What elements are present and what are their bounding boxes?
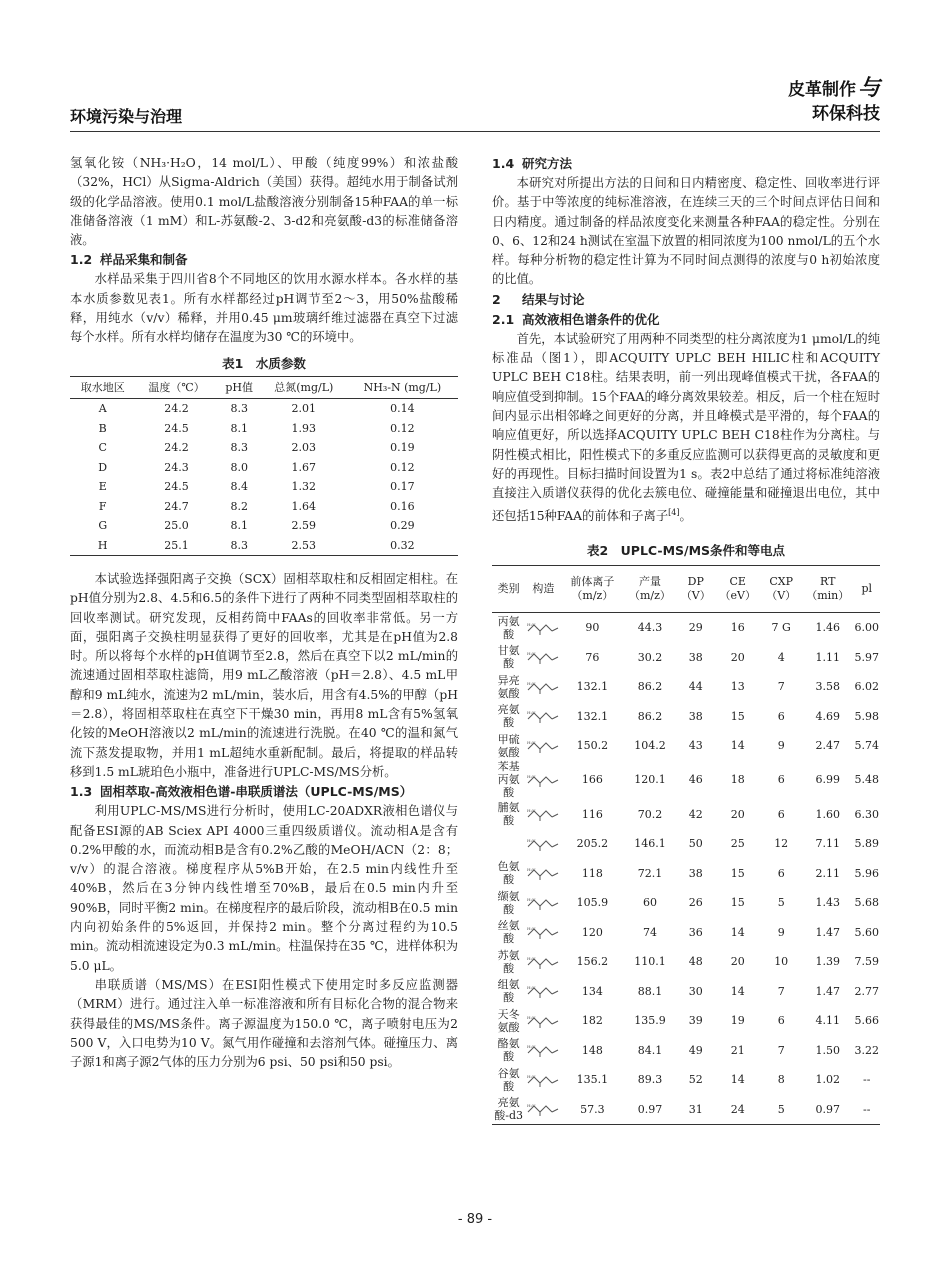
table-cell-pi: 5.68 xyxy=(854,896,879,910)
table-cell-rt: 0.97 xyxy=(815,1102,840,1116)
table-cell-pi: 5.98 xyxy=(854,709,879,723)
table-cell-dp: 36 xyxy=(688,925,703,939)
table-cell-ce: 21 xyxy=(730,1043,745,1057)
table-cell-cxp: 7 xyxy=(777,1043,785,1057)
compound-name: 谷氨酸 xyxy=(497,1066,520,1093)
table-cell-product: 86.2 xyxy=(637,709,663,723)
svg-text:H₂N: H₂N xyxy=(527,680,536,686)
table-row xyxy=(492,672,880,702)
table-cell-rt: 7.11 xyxy=(815,837,840,851)
table-cell-dp: 50 xyxy=(688,837,703,851)
paragraph-spe: 本试验选择强阳离子交换（SCX）固相萃取柱和反相固定相柱。在pH值分别为2.8、4.5和6.5的条件下进行了两种不同类型固相萃取柱的回收率测试。研究发现，反相药筒中FAAs的回收率非常低。另一方面，强阳离子交换柱明显获得了更好的回收率，尤其是在pH值为2.8时。所以将每个水样的pH值调节至2.8，然后在真空下以2 mL/min的流速通过固相萃取柱滤筒，用9 mL乙酸溶液（pH＝2.8）、4.5 mL甲醇和9 mL纯水，流速为2 mL/min，装水后，用含有4.5%的甲醇（pH＝2.8），将固相萃取柱在真空下干燥30 min，再用8 mL含有5%氢氧化铵的MeOH溶液以2 mL/min的流速进行洗脱。在40 ℃的温和氮气流下蒸发提取物，并用1 mL超纯水重新配制。最后，将提取的样品转移到1.5 mL琥珀色小瓶中，准备进行UPLC-MS/MS分析。 xyxy=(70,571,458,779)
table1-header-cell: pH值 xyxy=(218,376,261,398)
molecule-structure-icon xyxy=(526,895,560,911)
table-cell: G xyxy=(98,519,108,533)
table-cell: 24.2 xyxy=(164,441,189,455)
table-cell: 8.2 xyxy=(230,499,248,513)
table-cell-rt: 1.02 xyxy=(815,1073,840,1087)
table-cell: 8.1 xyxy=(230,519,248,533)
table-cell-product: 120.1 xyxy=(634,773,666,787)
table-cell: B xyxy=(98,421,107,435)
structure-cell xyxy=(525,888,561,918)
table-cell-product: 88.1 xyxy=(637,984,663,998)
table-cell-product: 89.3 xyxy=(637,1073,663,1087)
structure-cell xyxy=(525,799,561,829)
table-cell-rt: 3.58 xyxy=(815,680,840,694)
table-cell: 0.29 xyxy=(390,519,415,533)
section-heading-2: 2 结果与讨论 xyxy=(492,291,585,307)
table-cell: 8.1 xyxy=(230,421,248,435)
table-cell-rt: 1.60 xyxy=(815,807,840,821)
table-cell-dp: 31 xyxy=(688,1102,703,1116)
table-cell-precursor: 156.2 xyxy=(576,955,609,969)
table-row xyxy=(492,1035,880,1065)
table-cell-ce: 15 xyxy=(730,896,745,910)
table1-header-cell: 温度（℃） xyxy=(135,376,217,398)
table-cell-dp: 38 xyxy=(688,650,703,664)
table-cell: 24.7 xyxy=(164,499,189,513)
table-row xyxy=(492,731,880,761)
molecule-structure-icon xyxy=(526,772,560,788)
molecule-structure-icon xyxy=(526,649,560,665)
table-cell-cxp: 12 xyxy=(774,837,789,851)
water-quality-table xyxy=(70,376,458,556)
svg-text:H₂N: H₂N xyxy=(527,1014,536,1020)
structure-cell xyxy=(525,672,561,702)
table2-header-cell: 类别 xyxy=(492,565,525,612)
svg-text:H₂N: H₂N xyxy=(527,1044,536,1050)
table-cell-cxp: 7 G xyxy=(771,621,791,635)
table-cell-ce: 19 xyxy=(730,1014,745,1028)
table-cell-product: 0.97 xyxy=(637,1102,663,1116)
table-cell: 1.32 xyxy=(291,480,317,494)
compound-name: 酪氨酸 xyxy=(497,1037,520,1064)
compound-name: 组氨酸 xyxy=(497,978,520,1005)
table-cell-ce: 14 xyxy=(730,984,745,998)
table-cell-dp: 39 xyxy=(688,1014,703,1028)
structure-cell xyxy=(525,642,561,672)
table-cell-cxp: 5 xyxy=(777,896,785,910)
table-cell-ce: 24 xyxy=(730,1102,745,1116)
table-cell-ce: 20 xyxy=(730,807,745,821)
section-heading-1-2: 1.2 样品采集和制备 xyxy=(70,252,188,268)
table-cell-product: 70.2 xyxy=(637,807,663,821)
svg-text:H₂N: H₂N xyxy=(527,651,536,657)
table-cell-product: 60 xyxy=(642,896,657,910)
table-row xyxy=(492,976,880,1006)
molecule-structure-icon xyxy=(526,738,560,754)
structure-cell xyxy=(525,731,561,761)
table-cell: 2.01 xyxy=(291,402,317,416)
svg-text:H₂N: H₂N xyxy=(527,837,536,843)
table-cell-precursor: 132.1 xyxy=(576,709,609,723)
table-cell: 8.0 xyxy=(230,460,248,474)
table-cell-precursor: 118 xyxy=(581,866,603,880)
table-cell: 0.32 xyxy=(390,538,415,552)
table-cell-pi: 2.77 xyxy=(854,984,879,998)
table-row xyxy=(70,418,458,438)
table-cell-pi: 7.59 xyxy=(854,955,879,969)
table-row xyxy=(492,858,880,888)
structure-cell xyxy=(525,612,561,642)
table-cell-rt: 1.47 xyxy=(815,984,840,998)
molecule-structure-icon xyxy=(526,806,560,822)
table-cell-product: 110.1 xyxy=(634,955,666,969)
citation-ref: [4] xyxy=(668,508,680,518)
paragraph-msms: 串联质谱（MS/MS）在ESI阳性模式下使用定时多反应监测器（MRM）进行。通过注入单一标准溶液和所有目标化合物的混合物来获得最佳的MS/MS条件。离子源温度为150.0 ℃，离子喷射电压为2 500 V，入口电势为10 V。氮气用作碰撞和去溶剂气体。碰撞压力、离子源1和离子源2气体的压力分别为6 psi、50 psi和50 psi。 xyxy=(70,977,458,1070)
table-cell: 8.3 xyxy=(230,402,248,416)
table-cell-ce: 13 xyxy=(730,680,745,694)
table2-caption: 表2 UPLC-MS/MS条件和等电点 xyxy=(586,542,786,558)
molecule-structure-icon xyxy=(526,1072,560,1088)
table-cell-precursor: 148 xyxy=(581,1043,603,1057)
svg-text:H₂N: H₂N xyxy=(527,955,536,961)
molecule-structure-icon xyxy=(526,865,560,881)
table-cell-dp: 29 xyxy=(688,621,703,635)
table-cell: 0.14 xyxy=(390,402,415,416)
table-cell-rt: 2.11 xyxy=(815,866,840,880)
table-cell-pi: 6.00 xyxy=(854,621,879,635)
table-cell-rt: 1.11 xyxy=(815,650,840,664)
table-cell-precursor: 166 xyxy=(581,773,603,787)
compound-name: 甘氨酸 xyxy=(497,644,520,671)
svg-text:H₂N: H₂N xyxy=(527,739,536,745)
table2-header-cell: CE（eV） xyxy=(715,565,760,612)
compound-name: 丝氨酸 xyxy=(497,919,520,946)
table-cell-cxp: 6 xyxy=(777,866,785,880)
uplc-conditions-table xyxy=(492,565,880,1125)
table-row xyxy=(492,1094,880,1124)
table1-header-cell: 总氮(mg/L) xyxy=(261,376,347,398)
svg-text:H₂N: H₂N xyxy=(527,621,536,627)
table-cell: 1.64 xyxy=(291,499,317,513)
structure-cell xyxy=(525,947,561,977)
table-row xyxy=(492,829,880,859)
table-cell-rt: 1.50 xyxy=(815,1043,840,1057)
table-cell-cxp: 4 xyxy=(777,650,785,664)
molecule-structure-icon xyxy=(526,620,560,636)
compound-name: 丙氨酸 xyxy=(497,614,520,641)
table-cell-dp: 26 xyxy=(688,896,703,910)
table2-header-cell: DP（V） xyxy=(676,565,715,612)
table-cell: 2.03 xyxy=(291,441,317,455)
table-cell: 24.5 xyxy=(164,421,189,435)
svg-text:H₂N: H₂N xyxy=(527,773,536,779)
table-cell-cxp: 7 xyxy=(777,984,785,998)
table-cell-ce: 15 xyxy=(730,709,745,723)
table-row xyxy=(70,535,458,555)
left-column xyxy=(70,154,458,1072)
compound-name: 脯氨酸 xyxy=(497,801,520,828)
table-cell-cxp: 6 xyxy=(777,807,785,821)
table-cell-pi: 5.74 xyxy=(854,739,879,753)
table2-header-cell: CXP（V） xyxy=(760,565,802,612)
table-cell-ce: 20 xyxy=(730,955,745,969)
table-cell-rt: 2.47 xyxy=(815,739,840,753)
table-row xyxy=(70,496,458,516)
molecule-structure-icon xyxy=(526,924,560,940)
svg-text:H₂N: H₂N xyxy=(527,896,536,902)
table-cell-precursor: 134 xyxy=(581,984,603,998)
structure-cell xyxy=(525,1094,561,1124)
table-cell-precursor: 90 xyxy=(585,621,600,635)
table-cell-precursor: 120 xyxy=(581,925,603,939)
structure-cell xyxy=(525,701,561,731)
table1-header-cell: NH₃-N (mg/L) xyxy=(347,376,458,398)
table-row xyxy=(70,516,458,536)
svg-text:H₂N: H₂N xyxy=(527,867,536,873)
table2-header-cell: 前体离子（m/z） xyxy=(561,565,623,612)
table-cell-pi: 5.60 xyxy=(854,925,879,939)
table-cell: 24.3 xyxy=(164,460,189,474)
table-cell-product: 84.1 xyxy=(637,1043,663,1057)
table-row xyxy=(70,438,458,458)
table-cell-pi: -- xyxy=(863,1073,871,1087)
table-cell-ce: 16 xyxy=(730,621,745,635)
table-cell: H xyxy=(97,538,108,552)
journal-section-title: 环境污染与治理 xyxy=(70,107,183,126)
table-row xyxy=(492,1006,880,1036)
molecule-structure-icon xyxy=(526,1013,560,1029)
table-cell-cxp: 9 xyxy=(777,925,785,939)
table-cell-dp: 42 xyxy=(688,807,703,821)
table-cell-precursor: 205.2 xyxy=(576,837,609,851)
compound-name: 缬氨酸 xyxy=(497,889,520,916)
table-cell-dp: 48 xyxy=(688,955,703,969)
table-cell-pi: 5.66 xyxy=(854,1014,879,1028)
table-cell-pi: 6.02 xyxy=(854,680,879,694)
compound-name: 亮氨酸 xyxy=(497,703,520,730)
table-cell: 0.17 xyxy=(390,480,415,494)
table-cell-product: 146.1 xyxy=(634,837,666,851)
svg-text:H₂N: H₂N xyxy=(527,926,536,932)
structure-cell xyxy=(525,858,561,888)
table-cell-rt: 4.69 xyxy=(815,709,840,723)
structure-cell xyxy=(525,976,561,1006)
table-cell-dp: 49 xyxy=(688,1043,703,1057)
table-cell-precursor: 76 xyxy=(585,650,600,664)
table-cell: 2.53 xyxy=(291,538,317,552)
table-cell-cxp: 10 xyxy=(774,955,789,969)
table-cell-product: 86.2 xyxy=(637,680,663,694)
table-cell: 25.1 xyxy=(164,538,189,552)
table-cell: 1.67 xyxy=(291,460,317,474)
table-cell-product: 135.9 xyxy=(634,1014,666,1028)
table-cell-ce: 14 xyxy=(730,1073,745,1087)
table-cell-product: 44.3 xyxy=(637,621,663,635)
right-column xyxy=(492,154,880,1125)
paragraph-method: 本研究对所提出方法的日间和日内精密度、稳定性、回收率进行评价。基于中等浓度的纯标准溶液，在连续三天的三个时间点评估日间和日内精度。通过制备的样品浓度变化来测量各种FAA的稳定性。分别在0、6、12和24 h测试在室温下放置的相同浓度为100 nmol/L的五个水样。每种分析物的稳定性计算为不同时间点测得的浓度与0 h初始浓度的比值。 xyxy=(492,176,880,287)
table-cell: 8.4 xyxy=(230,480,248,494)
header-rule xyxy=(70,131,880,132)
table2-header-cell: RT（min） xyxy=(802,565,853,612)
table-cell: D xyxy=(98,460,108,474)
table-cell-ce: 25 xyxy=(730,837,745,851)
journal-brand-logo xyxy=(788,76,880,126)
table-row xyxy=(492,612,880,642)
section-heading-1-4: 1.4 研究方法 xyxy=(492,156,573,171)
table-cell: 0.12 xyxy=(390,421,415,435)
molecule-structure-icon xyxy=(526,983,560,999)
table-row xyxy=(492,701,880,731)
table-cell-pi: 3.22 xyxy=(854,1043,879,1057)
compound-name: 异亮氨酸 xyxy=(497,673,520,700)
svg-text:H₂N: H₂N xyxy=(527,808,536,814)
table-row xyxy=(70,457,458,477)
table-cell: 8.3 xyxy=(230,441,248,455)
table-row xyxy=(70,398,458,418)
table-cell: 2.59 xyxy=(291,519,317,533)
molecule-structure-icon xyxy=(526,679,560,695)
brand-line-1: 皮革制作 xyxy=(787,80,856,100)
table-cell-product: 72.1 xyxy=(637,866,663,880)
table-row xyxy=(70,477,458,497)
structure-cell xyxy=(525,829,561,859)
molecule-structure-icon xyxy=(526,954,560,970)
table-cell-ce: 14 xyxy=(730,739,745,753)
table2-header-cell: pl xyxy=(853,565,880,612)
paragraph-uplc: 利用UPLC-MS/MS进行分析时，使用LC-20ADXR液相色谱仪与配备ESI源的AB Sciex API 4000三重四级质谱仪。流动相A是含有0.2%甲酸的水，而流动相B是含有0.2%乙酸的MeOH/ACN（2：8；v/v）的混合溶液。梯度程序从5%B开始，在2.5 min内线性升至40%B，然后在3分钟内线性增至70%B，最后在0.5 min内升至90%B，同时平衡2 min。在梯度程序的最后阶段，流动相B在0.5 min内向初始条件的5%返回，并保持2 min。整个分离过程约为10.5 min。流动相流速设定为0.3 mL/min。柱温保持在35 ℃，进样体积为5.0 μL。 xyxy=(70,804,458,973)
table-cell-cxp: 9 xyxy=(777,739,785,753)
section-heading-2-1: 2.1 高效液相色谱条件的优化 xyxy=(492,311,660,327)
structure-cell xyxy=(525,760,561,799)
table-cell-cxp: 8 xyxy=(777,1073,785,1087)
paragraph-sampling: 水样品采集于四川省8个不同地区的饮用水源水样本。各水样的基本水质参数见表1。所有水样都经过pH调节至2～3，用50%盐酸稀释，用纯水（v/v）稀释，并用0.45 μm玻璃纤维过滤器在真空下过滤每个水样。所有水样均储存在温度为30 ℃的环境中。 xyxy=(70,272,458,345)
table-cell-cxp: 6 xyxy=(777,773,785,787)
paragraph-hplc-optimization: 首先，本试验研究了用两种不同类型的柱分离浓度为1 μmol/L的纯标准品（图1），即ACQUITY UPLC BEH HILIC柱和ACQUITY UPLC BEH C18柱。结果表明，前一列出现峰值模式干扰，各FAA的响应值受到抑制。15个FAA的峰分离效果较差。相反，后一个柱在短时间内显示出相邻峰之间更好的分离，并且峰模式是平滑的，每个FAA的响应值更好，所以选择ACQUITY UPLC BEH C18柱作为分离柱。与阴性模式相比，阳性模式下的多重反应监测可以获得更高的灵敏度和更好的再现性。目标扫描时间设置为1 s。表2中总结了通过将标准纯溶液直接注入质谱仪获得的优化去簇电位、碰撞能量和碰撞退出电位，其中还包括15种FAA的前体和子离子[4]。 xyxy=(492,331,880,524)
compound-name xyxy=(492,829,525,859)
table-cell-precursor: 150.2 xyxy=(576,739,609,753)
table-cell-cxp: 5 xyxy=(777,1102,785,1116)
table-cell: 8.3 xyxy=(230,538,248,552)
table-cell-dp: 30 xyxy=(688,984,703,998)
molecule-structure-icon xyxy=(526,708,560,724)
svg-text:H₂N: H₂N xyxy=(527,1103,536,1109)
table-cell-ce: 14 xyxy=(730,925,745,939)
table-cell: 0.12 xyxy=(390,460,415,474)
table-cell-pi: 5.48 xyxy=(854,773,879,787)
structure-cell xyxy=(525,917,561,947)
table-cell: E xyxy=(98,480,107,494)
table-cell-product: 104.2 xyxy=(634,739,666,753)
table-cell: 0.19 xyxy=(390,441,415,455)
molecule-structure-icon xyxy=(526,1101,560,1117)
table-cell-precursor: 57.3 xyxy=(580,1102,605,1116)
table-cell: 25.0 xyxy=(164,519,189,533)
compound-name: 亮氨酸-d3 xyxy=(494,1096,524,1123)
table-cell-precursor: 135.1 xyxy=(576,1073,609,1087)
svg-text:H₂N: H₂N xyxy=(527,710,536,716)
table-cell-cxp: 6 xyxy=(777,709,785,723)
table-cell-dp: 38 xyxy=(688,866,703,880)
table-cell-product: 74 xyxy=(642,925,657,939)
table-cell-precursor: 116 xyxy=(581,807,603,821)
table-row xyxy=(492,888,880,918)
compound-name: 色氨酸 xyxy=(497,860,520,887)
table-cell-product: 30.2 xyxy=(637,650,663,664)
compound-name: 天冬氨酸 xyxy=(497,1007,520,1034)
table-cell-dp: 46 xyxy=(688,773,703,787)
structure-cell xyxy=(525,1065,561,1095)
table-cell-pi: 5.89 xyxy=(854,837,879,851)
table-cell-cxp: 6 xyxy=(777,1014,785,1028)
table-cell-rt: 4.11 xyxy=(815,1014,840,1028)
table-cell-pi: -- xyxy=(863,1102,871,1116)
table1-caption: 表1 水质参数 xyxy=(222,355,306,371)
table2-header-cell: 构造 xyxy=(525,565,561,612)
table-cell: 24.2 xyxy=(164,402,189,416)
svg-text:H₂N: H₂N xyxy=(527,985,536,991)
brand-line-2: 环保科技 xyxy=(812,104,880,124)
molecule-structure-icon xyxy=(526,836,560,852)
structure-cell xyxy=(525,1035,561,1065)
page-number: - 89 - xyxy=(457,1212,493,1227)
table-cell: A xyxy=(98,402,107,416)
table-cell-rt: 1.47 xyxy=(815,925,840,939)
table-cell-rt: 1.46 xyxy=(815,621,840,635)
table-cell-dp: 38 xyxy=(688,709,703,723)
table-cell-pi: 5.97 xyxy=(854,650,879,664)
molecule-structure-icon xyxy=(526,1042,560,1058)
table-cell-pi: 5.96 xyxy=(854,866,879,880)
table-cell-precursor: 105.9 xyxy=(576,896,609,910)
table-cell: 0.16 xyxy=(390,499,415,513)
table-row xyxy=(492,799,880,829)
compound-name: 甲硫氨酸 xyxy=(497,732,520,759)
table-row xyxy=(492,947,880,977)
structure-cell xyxy=(525,1006,561,1036)
table-cell-ce: 20 xyxy=(730,650,745,664)
table-cell-pi: 6.30 xyxy=(854,807,879,821)
table-row xyxy=(492,1065,880,1095)
table-cell: 24.5 xyxy=(164,480,189,494)
table-row xyxy=(492,917,880,947)
section-heading-1-3: 1.3 固相萃取-高效液相色谱-串联质谱法（UPLC-MS/MS） xyxy=(70,784,413,800)
table-row xyxy=(492,760,880,799)
paragraph-reagents: 氢氧化铵（NH₃·H₂O，14 mol/L）、甲酸（纯度99%）和浓盐酸（32%，HCl）从Sigma-Aldrich（美国）获得。超纯水用于制备试剂级的化学品溶液。使用0.1 mol/L盐酸溶液分别制备15种FAA的单一标准储备溶液（1 mM）和L-苏氨酸-2、3-d2和亮氨酸-d3的标准储备溶液。 xyxy=(70,156,458,248)
table-cell-cxp: 7 xyxy=(777,680,785,694)
table1-header-cell: 取水地区 xyxy=(70,376,135,398)
compound-name: 苏氨酸 xyxy=(497,948,520,975)
table-cell-precursor: 182 xyxy=(581,1014,603,1028)
table-row xyxy=(492,642,880,672)
table-cell-rt: 1.39 xyxy=(815,955,840,969)
compound-name: 苯基丙氨酸 xyxy=(497,760,520,800)
table-cell-dp: 43 xyxy=(688,739,703,753)
table-cell-dp: 44 xyxy=(688,680,703,694)
svg-text:H₂N: H₂N xyxy=(527,1073,536,1079)
brand-swirl: 与 xyxy=(857,75,880,101)
table-cell-precursor: 132.1 xyxy=(576,680,609,694)
table-cell: F xyxy=(98,499,107,513)
table-cell: C xyxy=(98,441,107,455)
table-cell-ce: 18 xyxy=(730,773,745,787)
table-cell: 1.93 xyxy=(291,421,317,435)
table-cell-rt: 1.43 xyxy=(815,896,840,910)
table-cell-dp: 52 xyxy=(688,1073,703,1087)
table2-header-cell: 产量（m/z） xyxy=(623,565,676,612)
table-cell-rt: 6.99 xyxy=(815,773,840,787)
table-cell-ce: 15 xyxy=(730,866,745,880)
